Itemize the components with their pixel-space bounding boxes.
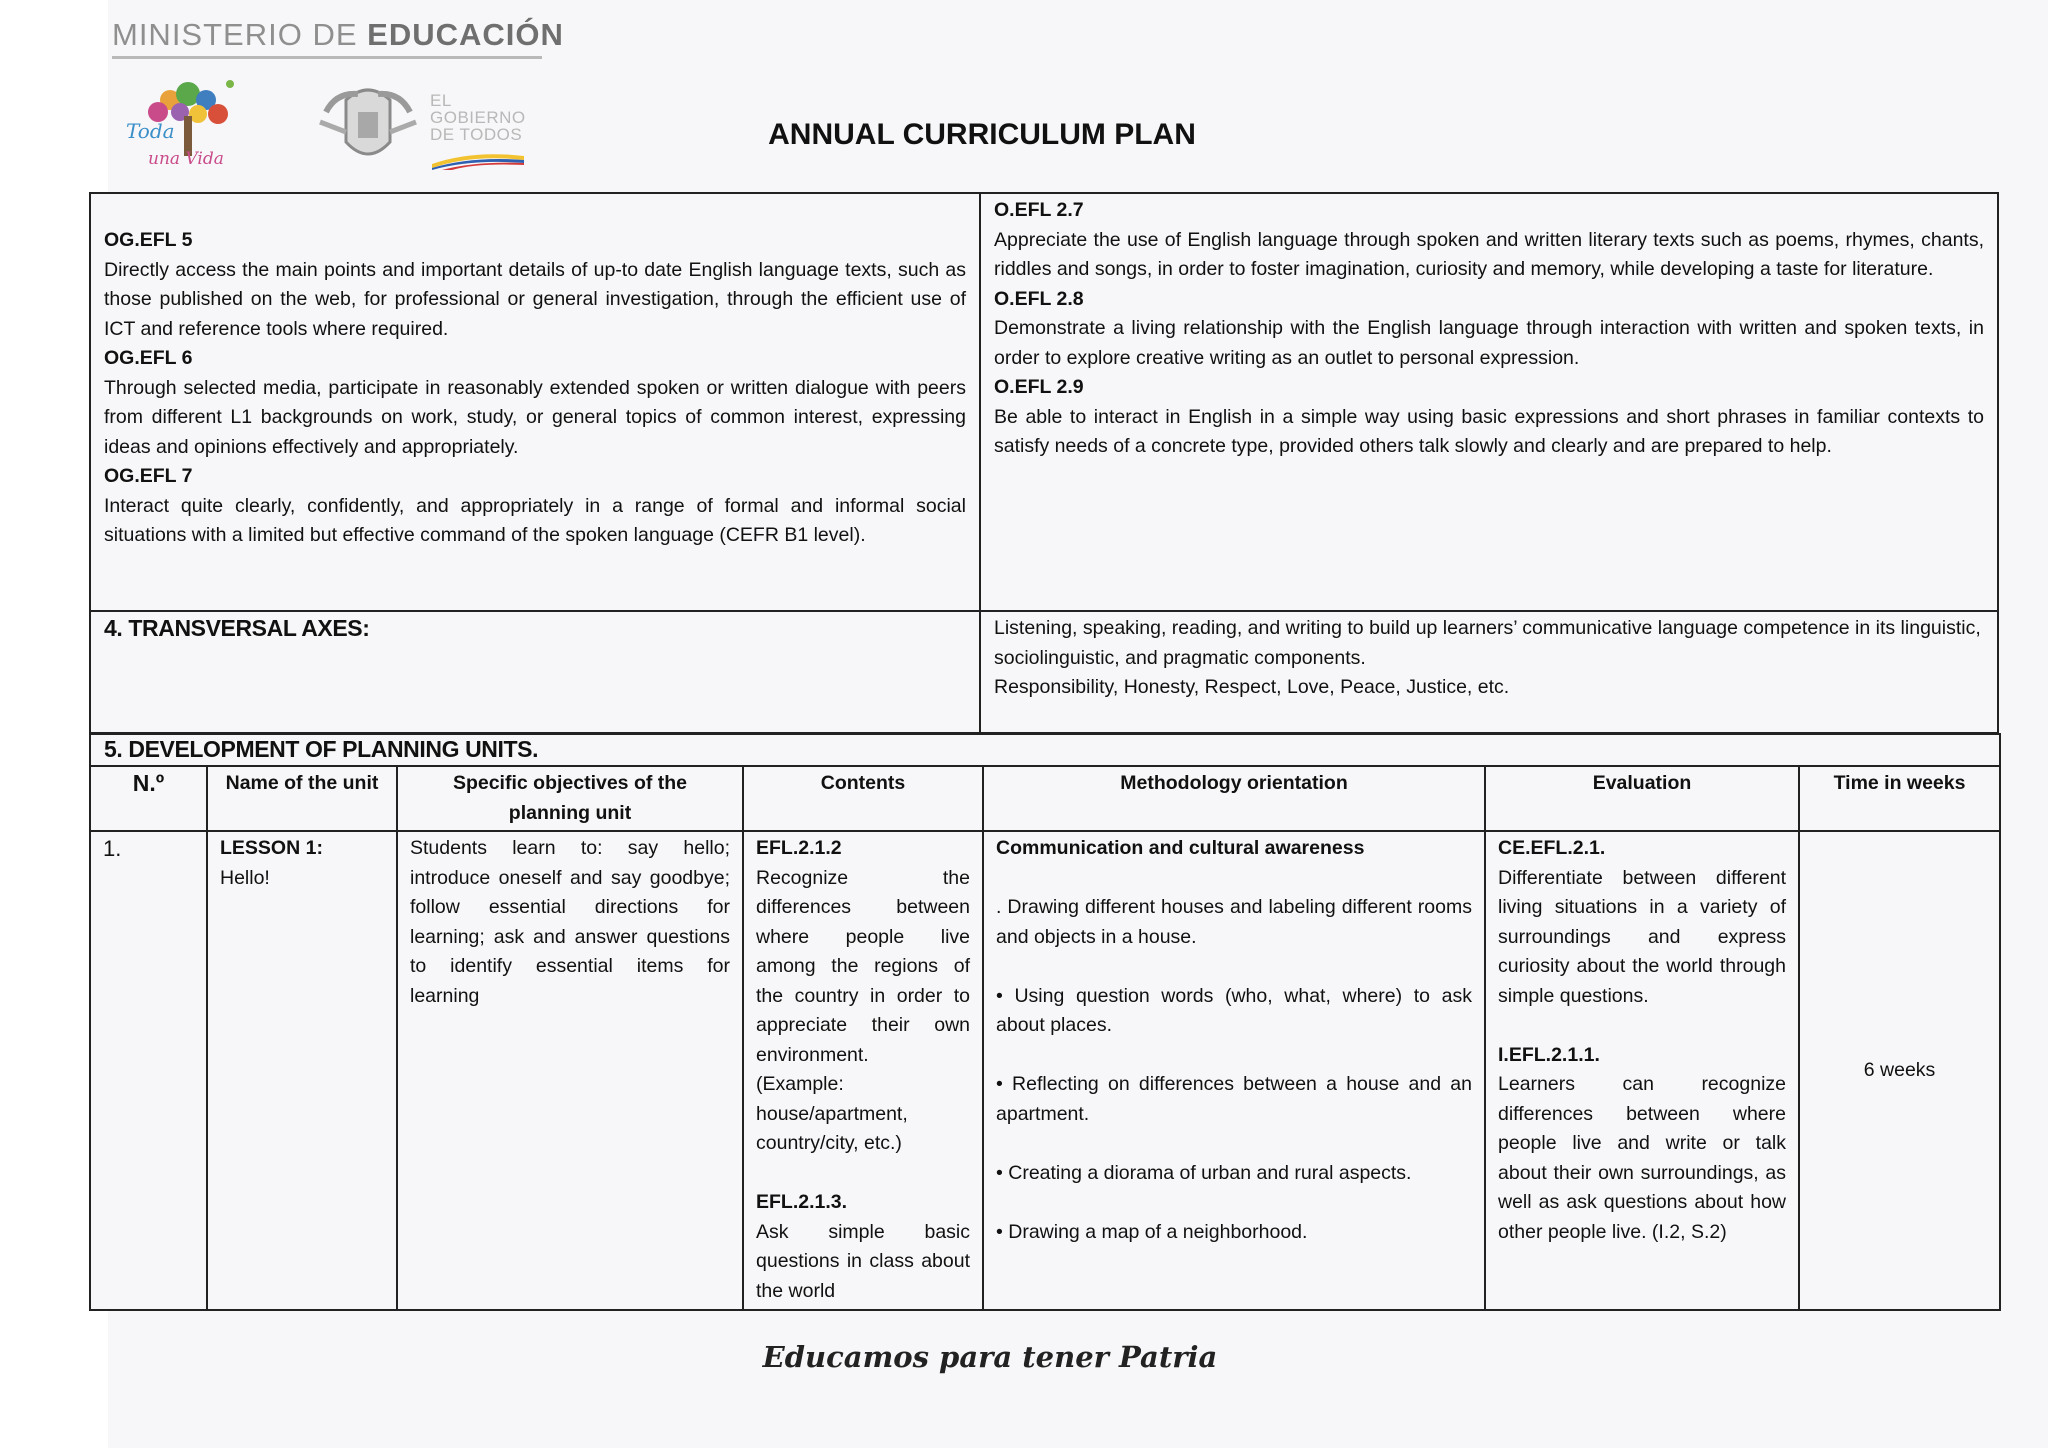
evaluation-code: I.EFL.2.1.1.: [1498, 1043, 1600, 1066]
general-objectives-cell: [90, 193, 980, 611]
evaluation-cell: [1485, 831, 1799, 1310]
objective-code: OG.EFL 6: [104, 347, 193, 369]
transversal-axes-content-cell: [980, 611, 1998, 733]
ministry-name-light: MINISTERIO DE: [112, 17, 368, 52]
tree-logo-text-2: una Vida: [148, 149, 224, 169]
content-code: EFL.2.1.2: [756, 837, 842, 859]
methodology-item: • Drawing a map of a neighborhood.: [996, 1220, 1308, 1243]
gov-logo-line-2: GOBIERNO: [430, 108, 526, 127]
planning-units-table: [89, 733, 2001, 1311]
transversal-axes-line: Listening, speaking, reading, and writing to build up learners’ communicative language competence in its linguistic, sociolinguistic, and pragmatic components.: [994, 617, 1981, 669]
time-in-weeks: 6 weeks: [1799, 831, 2000, 1310]
development-heading: 5. DEVELOPMENT OF PLANNING UNITS.: [90, 734, 2000, 766]
objective-text: Demonstrate a living relationship with the English language through interaction with written and spoken texts, in order to explore creative writing as an outlet to personal expression.: [994, 317, 1984, 369]
objective-code: OG.EFL 5: [104, 229, 193, 251]
table-row: [90, 831, 2000, 1310]
column-header-methodology: Methodology orientation: [983, 766, 1485, 831]
evaluation-code: CE.EFL.2.1.: [1498, 837, 1606, 859]
objective-code: OG.EFL 7: [104, 465, 193, 487]
evaluation-text: Differentiate between different living situations in a variety of surroundings and express curiosity about the world through simple questions.: [1498, 866, 1786, 1007]
unit-contents-cell: [743, 831, 983, 1310]
content-text: Recognize the differences between where people live among the regions of the country in order to appreciate their own environment.: [756, 866, 970, 1066]
methodology-heading: Communication and cultural awareness: [996, 837, 1365, 859]
development-heading-row: [90, 734, 2000, 766]
methodology-item: . Drawing different houses and labeling different rooms and objects in a house.: [996, 896, 1472, 948]
column-header-number: N.º: [90, 766, 207, 831]
tree-logo-text-1: Toda: [126, 119, 175, 143]
transversal-axes-heading: 4. TRANSVERSAL AXES:: [104, 615, 370, 641]
specific-objectives-cell: [980, 193, 1998, 611]
table-header-row: [90, 766, 2000, 831]
gov-logo-line-1: EL: [430, 91, 452, 110]
ministry-name-bold: EDUCACIÓN: [367, 17, 564, 52]
objective-text: Interact quite clearly, confidently, and appropriately in a range of formal and informal social situations with a limited but effective command of the spoken language (CEFR B1 level).: [104, 494, 966, 546]
methodology-item: • Reflecting on differences between a house and an apartment.: [996, 1073, 1472, 1125]
methodology-cell: [983, 831, 1485, 1310]
unit-number: 1.: [90, 831, 207, 1310]
column-header-evaluation: Evaluation: [1485, 766, 1799, 831]
methodology-item: • Creating a diorama of urban and rural aspects.: [996, 1161, 1412, 1184]
gov-logo-line-3: DE TODOS: [430, 125, 523, 144]
unit-name-cell: [207, 831, 397, 1310]
unit-objectives: Students learn to: say hello; introduce oneself and say goodbye; follow essential directions for learning; ask and answer questions to identify essential items for learning: [397, 831, 743, 1310]
column-header-unit-name: Name of the unit: [207, 766, 397, 831]
objective-text: Be able to interact in English in a simple way using basic expressions and short phrases in familiar contexts to satisfy needs of a concrete type, provided others talk slowly and clearly and are prepared to help.: [994, 405, 1984, 457]
objective-code: O.EFL 2.7: [994, 199, 1084, 221]
lesson-name: Hello!: [220, 866, 270, 889]
transversal-axes-row: [90, 611, 1998, 733]
ministry-logo: [112, 14, 564, 59]
objective-text: Through selected media, participate in reasonably extended spoken or written dialogue with peers from different L1 backgrounds on work, study, or general topics of common interest, expressing ideas and opinions effectively and appropriately.: [104, 376, 966, 458]
column-header-specific-objectives: Specific objectives of the planning unit: [397, 766, 743, 831]
evaluation-text: Learners can recognize differences between where people live and write or talk about their own surroundings, as well as ask questions about how other people live. (I.2, S.2): [1498, 1073, 1786, 1243]
transversal-axes-heading-cell: [90, 611, 980, 733]
content-text: Ask simple basic questions in class about the world: [756, 1220, 970, 1302]
column-header-contents: Contents: [743, 766, 983, 831]
transversal-axes-line: Responsibility, Honesty, Respect, Love, Peace, Justice, etc.: [994, 676, 1510, 698]
objective-code: O.EFL 2.9: [994, 376, 1084, 398]
document-header: [0, 0, 2048, 190]
content-code: EFL.2.1.3.: [756, 1191, 848, 1213]
flag-stripe-icon: [432, 150, 524, 170]
objective-text: Appreciate the use of English language through spoken and written literary texts such as poems, rhymes, chants, riddles and songs, in order to foster imagination, curiosity and memory, while developing a taste for literature.: [994, 228, 1984, 280]
lesson-code: LESSON 1:: [220, 837, 323, 859]
methodology-item: • Using question words (who, what, where) to ask about places.: [996, 984, 1472, 1036]
footer-motto: Educamos para tener Patria: [762, 1340, 1218, 1374]
objective-text: Directly access the main points and important details of up-to date English language texts, such as those published on the web, for professional or general investigation, through the efficient use of ICT and reference tools where required.: [104, 258, 966, 340]
objectives-row: [90, 193, 1998, 611]
objective-code: O.EFL 2.8: [994, 287, 1084, 310]
content-example: (Example: house/apartment, country/city, etc.): [756, 1073, 908, 1154]
objectives-table: [89, 192, 1999, 734]
column-header-time: Time in weeks: [1799, 766, 2000, 831]
page-title: ANNUAL CURRICULUM PLAN: [768, 118, 1196, 151]
